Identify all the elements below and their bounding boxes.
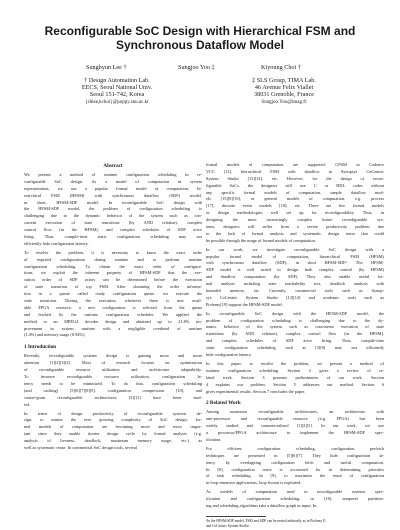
author-name-3: Kiyoung Choi † [261,64,301,71]
text-line: and complex schedules of SDF actor firing. Thus, compile-time [206,338,384,344]
text-line: formal models of computation are supported: CFSM in Cadence [206,162,384,167]
text-line: techniques are presented in [5][6][7]. They hide configuration la- [206,452,384,458]
text-line: mal analysis including state reachability test, deadlock analysis with [206,281,384,287]
text-line: As models of computation used in reconfigurable systems spec- [206,489,384,495]
author-email: Sungjoo.Yoo@imag.fr [261,99,307,105]
text-line: Among numerous reconfigurable architectures, an architecture with [206,409,384,415]
left-column [24,163,202,454]
text-line: to the lack of formal analysis and systematic design reuse that could [206,230,384,236]
text-line: static configuration scheduling such as [5][6] may not efficiently [206,345,384,351]
text-line: In terms of design productivity of reconfigurable systems de- [24,410,202,416]
text-line: designing the more increasingly complex future reconfigurable sys- [206,217,384,223]
paper-title-line-2: Synchronous Dataflow Model [115,38,284,52]
affiliation-line: EECS, Seoul National Univ. [81,84,153,92]
text-line: [17], discrete event models [18], etc. There are few formal models [206,203,384,209]
text-line: of state transition of top FSM. After obtaining the order informa- [24,284,202,290]
text-line: able FPGA resource, a new configuration is selected from the queue [24,304,202,310]
text-line: coarse-grain reconfigurable architectures [3][11] have been stud- [24,394,202,400]
author-name-1: Sunghyun Lee † [86,64,127,71]
intro-paragraph-2 [24,411,202,452]
text-line: state transition. During the execution, whenever there is new avail- [24,298,202,304]
text-line: gives experimental results. Section 7 concludes the paper. [206,388,306,394]
text-line: firing. Thus, compile-time static configuration scheduling may not [24,234,202,240]
paper-title-line-1: Reconfigurable SoC Design with Hierarchical FSM and [44,24,356,38]
text-line: erarchical FSM (HFSM) with synchronous dataflow (SDF) model, [24,192,202,198]
text-line: In [8], configuration reuse is accounted for in determining priorities [206,466,384,472]
text-line: To increase reconfigurable resource utilization, configuration la- [24,374,202,380]
text-line: In our work, we investigate reconfigurable SoC design with a [206,246,384,252]
intro-paragraph-4 [206,247,384,309]
text-line: For efficient configuration scheduling, configuration prefetch [206,445,384,451]
text-line: tency by overlapping configuration fetch and useful computation. [206,459,384,465]
affiliation-right [225,77,343,106]
text-line: tency needs to be minimized. To do that, configuration scheduling [24,380,202,386]
text-line: well as systematic reuse. In commercial SoC design tools, several [24,444,138,450]
affiliation-line: 38031 Grenoble, France [254,91,314,99]
text-line: (1.4%) and memory usage (0.94%). [24,332,86,338]
text-line: Recently, reconfigurable systems design is gaining more and more [24,353,202,359]
text-line: lated work. Section 3 presents preliminaries of our work. Section [206,374,384,380]
intro-paragraph-5 [206,311,384,359]
text-line: or design methodologies well set up for reconfigurability. Thus, in [206,210,384,216]
text-line: tion in a queue called ready configuration queue, we execute the [24,291,202,297]
text-line: sign, to master the ever growing complexity of SoC design, for- [24,417,202,423]
text-line: transitions (by AND relation), complex control flow (in the HFSM), [206,331,384,337]
text-line: tems, designers will suffer from a severe productivity problem due [206,224,384,230]
text-line: VCC [12], hierarchical FSM with dataflow in Synopsys CoCentric [206,168,384,174]
text-line: tions, we exploit the inherent property of HFSM-SDF that the exe- [24,270,202,276]
related-paragraph-3 [206,489,384,510]
text-line: SDF model is well suited to design both complex control (by HFSM) [206,267,384,273]
text-line: els [15][8][16], or general models of computation, e.g. process [206,196,384,202]
affiliation-line: † Design Automation Lab. [84,77,150,84]
abstract-heading: Abstract [103,163,123,169]
text-line: method to an MPEG4 decoder design and obtained up to 21.8% im- [24,318,202,324]
text-line: provement in system runtime with a negligible overhead of runtime [24,325,202,331]
abstract-paragraph-1 [24,172,202,248]
text-line: any specific formal models of computation, simple dataflow mod- [206,189,384,195]
author-name-2: Sungjoo Yoo ‡ [178,64,215,71]
text-line: analysis of liveness, deadlock, maximum memory usage, etc.) as [24,438,202,444]
text-line: popular formal model of computation, hierarchical FSM (HFSM) [206,253,384,259]
text-line: efficiently hide configuration latency. [24,240,89,246]
affiliation-line: ‡ SLS Group, TIMA Lab. [252,77,316,84]
text-line: runtime configuration scheduling. Section 2 gives a review of re- [206,367,384,373]
intro-paragraph-3 [206,162,384,245]
text-line: hide configuration latency. [206,352,252,358]
author-email: {shlee,kchoi}@poppy.snu.ac.kr [85,99,149,105]
text-line: cution order of SDF actors can be determined before the execution [24,277,202,283]
text-line: (and caching) [5][6][7][8][9], configuration compression [10], and [24,387,202,393]
related-paragraph-2 [206,446,384,487]
text-line: attention [1][2][3][4]. Most of research focuses on optimization [24,360,202,366]
text-line: widely studied and commercialized [1][2][3]. In our work, we use [206,423,384,429]
footnote-rule [206,516,266,517]
text-line: challenging due to the dynamic behavior of the system such as con- [24,213,202,219]
footnote-line: and CoCentric System Studio. [206,524,250,529]
text-line: 4 explains our problem. Section 5 addresses our method. Section 6 [206,381,384,387]
text-line: configurable SoC design. As a model of computation in system [24,178,202,184]
text-line: sys CoCentric System Studio [13][14] and academic tools such as [206,294,384,300]
text-line: with synchronous dataflow (SDF), in short HFSM-SDF.¹ The HFSM- [206,260,384,266]
footnote [206,519,384,530]
text-line: in short, HFSM-SDF model. In reconfigurable SoC design with [24,199,202,205]
intro-paragraph-6 [206,361,384,395]
text-line: ification and configuration scheduling, in [16], temporal partition- [206,496,384,502]
text-line: problem of configuration scheduling is challenging due to the dy- [206,317,384,323]
text-line: namic behavior of the system such as concurrent execution of state [206,324,384,330]
text-line: current execution of state transitions (by AND relation), complex [24,220,202,226]
text-line: figurable SoCs, the designers still use C or HDL codes without [206,182,384,188]
text-line: a processor/FPGA architecture to implement the HFSM-SDF spec- [206,430,384,436]
text-line: In reconfigurable SoC design with the HFSM-SDF model, the [206,310,384,316]
text-line: ied. [24,401,31,407]
abstract-paragraph-2 [24,250,202,340]
section-heading-related-work: 2 Related Work [206,400,241,407]
text-line: control flow (in the HFSM), and complex schedules of SDF actor [24,227,202,233]
text-line: bounded memory, etc. Currently, commercial tools such as Synop- [206,288,384,294]
text-line: ing and scheduling algorithms take a dataflow graph as input. In [206,502,317,508]
text-line: of task scheduling. In [9], to maximize the reuse of configuration [206,473,384,479]
footnote-line: ¹In the HFSM-SDF model, FSM and SDF can be nested arbitrarily as in Ptolemy II [206,518,326,523]
text-line: System Studio [13][14], etc. However, for the design of recon- [206,175,384,181]
affiliation-left [58,77,176,106]
right-column [206,162,384,530]
text-line: mal models of computation are becoming more and more impor- [24,424,202,430]
affiliation-line: Seoul 151-742, Korea [89,91,145,99]
section-heading-introduction: 1 Introduction [24,344,57,351]
text-line: representation, we use a popular formal model of computation, hi- [24,185,202,191]
text-line: of reconfigurable resource utilization and architecture adaptability. [24,367,202,373]
text-line: To resolve the problem, it is necessary to know the exact order [24,249,202,255]
text-line: one-processor and reconfigurable resource (e.g. FPGA) has been [206,416,384,422]
text-line: In this paper, to resolve the problem, we present a method of [206,360,384,366]
text-line: ification. [206,436,222,442]
text-line: and dataflow computation (by SDF). They also enable useful for- [206,274,384,280]
text-line: in loop-intensive applications, loop fission is exploited. [206,480,302,486]
text-line: tant since they enable shorter design cycle by formal analysis (e.g. [24,431,202,437]
text-line: of required configurations during runtime and to perform runtime [24,256,202,262]
affiliation-line: 46 Avenue Felix Viallet [254,84,314,92]
text-line: We present a method of runtime configuration scheduling in re- [24,172,202,177]
intro-paragraph-1 [24,353,202,408]
text-line: be possible through the usage of formal models of computation. [206,237,316,243]
related-paragraph-1 [206,409,384,443]
text-line: and fetched by the runtime configuration scheduler. We applied the [24,311,202,317]
text-line: Ptolemy[19] support the HFSM-SDF model. [206,301,283,307]
text-line: the HFSM-SDF model, the problem of configuration scheduling is [24,206,202,212]
text-line: configuration scheduling. To obtain the exact order of configura- [24,263,202,269]
